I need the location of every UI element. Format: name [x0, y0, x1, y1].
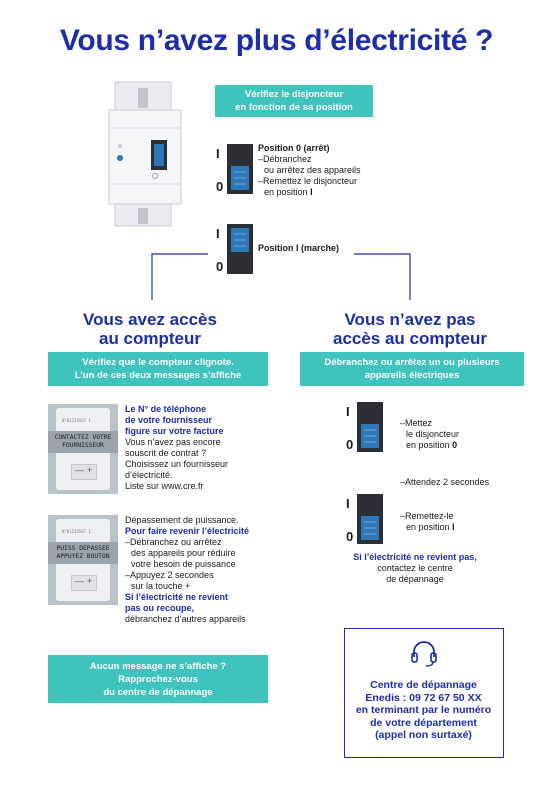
step3-marker: I	[452, 522, 455, 532]
step1-text	[400, 418, 520, 451]
meter1-text	[125, 404, 275, 492]
step1-line3: en position	[406, 440, 450, 450]
meter-screen-line1: CONTACTEZ VOTRE	[54, 434, 112, 441]
meter1-text-line3: Choisissez un fournisseur	[125, 459, 229, 469]
meter2-blue-line3: pas ou recoupe,	[125, 603, 195, 613]
step1-line2: le disjoncteur	[406, 429, 460, 439]
meter1-blue-line3: figure sur votre facture	[125, 426, 224, 436]
step3-text	[400, 511, 520, 533]
meter1-text-line4: d’électricité.	[125, 470, 173, 480]
plus-icon: +	[87, 465, 93, 475]
meter-buttons	[71, 575, 97, 591]
plus-icon: +	[87, 576, 93, 586]
left-heading-line2: au compteur	[98, 329, 202, 348]
meter-screen-line2: FOURNISSEUR	[62, 442, 104, 449]
right-note	[310, 552, 520, 585]
meter2-item1-line3: votre besoin de puissance	[131, 559, 236, 569]
help-line5: (appel non surtaxé)	[375, 729, 472, 741]
step3-line1: –Remettez-le	[400, 511, 454, 521]
meter2-blue-line1: Pour faire revenir l’électricité	[125, 526, 250, 536]
step3-line2: en position	[406, 522, 450, 532]
meter-screen-line1: PUISS DEPASSEE	[56, 545, 110, 552]
position0-item2-line2: en position	[264, 187, 308, 197]
help-line1: Centre de dépannage	[370, 679, 477, 691]
right-heading	[300, 310, 520, 348]
no-message-line2: Rapprochez-vous	[118, 673, 198, 685]
right-teal-box	[300, 352, 524, 386]
no-message-box	[48, 655, 268, 703]
switch-label-0: 0	[346, 437, 354, 452]
meter2-item1-line1: –Débranchez ou arrêtez	[125, 537, 222, 547]
switch-icon	[357, 494, 383, 544]
meter1-text-line5: Liste sur www.cre.fr	[125, 481, 204, 491]
meter-contact-supplier	[48, 404, 118, 494]
switch-label-0: 0	[346, 529, 354, 544]
minus-icon: —	[75, 465, 84, 475]
position0-item2-marker: I	[310, 187, 313, 197]
switch-label-0: 0	[216, 179, 224, 194]
page-title: Vous n’avez plus d’électricité ?	[59, 24, 494, 57]
meter2-item2-line1: –Appuyez 2 secondes	[125, 570, 214, 580]
position0-item1-line1: –Débranchez	[258, 154, 312, 164]
minus-icon: —	[75, 576, 84, 586]
meter-screen	[48, 542, 118, 564]
switch-label-I: I	[216, 226, 220, 241]
meter-serial: N°01234567 1	[62, 418, 91, 423]
help-line4: de votre département	[370, 716, 477, 729]
meter1-blue-line1: Le N° de téléphone	[125, 404, 207, 414]
meter2-item2-line2: sur la touche +	[131, 581, 191, 591]
position0-heading: Position 0 (arrêt)	[258, 143, 330, 153]
switch-icon	[357, 402, 383, 452]
meter2-blue-line2: Si l’électricité ne revient	[125, 592, 229, 602]
meter2-text	[125, 515, 285, 625]
step1-switch	[344, 402, 384, 452]
headset-icon	[409, 639, 439, 667]
right-teal-line2: appareils électriques	[364, 370, 460, 381]
help-line2: Enedis : 09 72 67 50 XX	[365, 691, 482, 704]
meter2-text-line2: débranchez d’autres appareils	[125, 614, 246, 624]
meter2-text-line1: Dépassement de puissance.	[125, 515, 239, 525]
position1-heading: Position I (marche)	[258, 243, 340, 253]
meter2-item1-line2: des appareils pour réduire	[131, 548, 236, 558]
no-message-line1: Aucun message ne s’affiche ?	[89, 660, 227, 672]
left-teal-line1: Vérifiez que le compteur clignote.	[82, 357, 234, 368]
help-center-box	[344, 628, 504, 758]
right-note-blue: Si l’électricité ne revient pas,	[353, 552, 477, 562]
right-heading-line2: accès au compteur	[332, 329, 487, 348]
check-breaker-line2: en fonction de sa position	[235, 102, 353, 113]
right-teal-line1: Débranchez ou arrêtez un ou plusieurs	[324, 357, 500, 368]
meter-buttons	[71, 464, 97, 480]
meter-power-exceeded	[48, 515, 118, 605]
check-breaker-line1: Vérifiez le disjoncteur	[244, 89, 344, 100]
left-heading	[40, 310, 260, 348]
left-teal-box	[48, 352, 268, 386]
meter1-text-line2: souscrit de contrat ?	[125, 448, 207, 458]
position0-item2-line1: –Remettez le disjoncteur	[258, 176, 358, 186]
step1-marker: 0	[452, 440, 458, 450]
meter-screen	[48, 431, 118, 453]
branch-lines	[0, 0, 553, 320]
meter-screen-line2: APPUYEZ BOUTON	[56, 553, 110, 560]
position0-item1-line2: ou arrêtez des appareils	[264, 165, 361, 175]
left-teal-line2: L’un de ces deux messages s’affiche	[74, 370, 242, 381]
help-line3: en terminant par le numéro	[355, 704, 492, 716]
right-note-line3: de dépannage	[386, 574, 444, 584]
meter-serial: N°01234567 1	[62, 529, 91, 534]
left-heading-line1: Vous avez accès	[83, 310, 217, 329]
switch-label-I: I	[346, 496, 350, 511]
switch-label-I: I	[216, 146, 220, 161]
step3-switch	[344, 494, 384, 544]
meter1-blue-line2: de votre fournisseur	[125, 415, 213, 425]
right-note-line2: contactez le centre	[377, 563, 453, 573]
help-text	[345, 679, 502, 742]
right-heading-line1: Vous n’avez pas	[344, 310, 476, 329]
step2-text: –Attendez 2 secondes	[400, 477, 490, 487]
switch-label-I: I	[346, 404, 350, 419]
switch-label-0: 0	[216, 259, 224, 274]
meter1-text-line1: Vous n’avez pas encore	[125, 437, 221, 447]
no-message-line3: du centre de dépannage	[103, 686, 213, 698]
step1-line1: –Mettez	[400, 418, 433, 428]
